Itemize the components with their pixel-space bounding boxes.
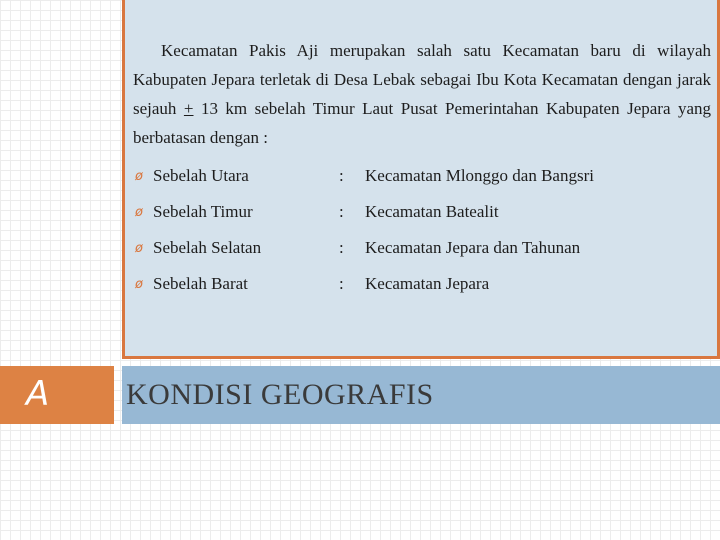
- intro-paragraph: [133, 36, 711, 152]
- border-colon: :: [339, 166, 344, 185]
- border-direction: Sebelah Utara: [153, 166, 249, 185]
- border-colon: :: [339, 274, 344, 293]
- content-panel: [122, 0, 720, 359]
- bullet-icon: ø: [135, 240, 143, 256]
- border-direction: Sebelah Selatan: [153, 238, 262, 257]
- border-value: Kecamatan Mlonggo dan Bangsri: [365, 166, 594, 185]
- border-value: Kecamatan Batealit: [365, 202, 499, 221]
- intro-text-part2: 13 km sebelah Timur Laut Pusat Pemerintahan Kabupaten Jepara yang berbatasan dengan :: [133, 99, 711, 147]
- border-direction: Sebelah Barat: [153, 274, 248, 293]
- section-letter-box: [0, 366, 114, 424]
- border-direction: Sebelah Timur: [153, 202, 253, 221]
- bullet-icon: ø: [135, 168, 143, 184]
- border-row-south: [135, 230, 705, 266]
- bullet-icon: ø: [135, 276, 143, 292]
- border-row-north: [135, 158, 705, 194]
- border-value: Kecamatan Jepara: [365, 274, 490, 293]
- border-row-west: [135, 266, 705, 302]
- border-row-east: [135, 194, 705, 230]
- borders-list: [135, 158, 705, 302]
- approx-sign: +: [183, 99, 194, 118]
- border-value: Kecamatan Jepara dan Tahunan: [365, 238, 581, 257]
- intro-text-part1: Kecamatan Pakis Aji merupakan salah satu Kecamatan baru di wilayah Kabupaten Jepara terletak di Desa Lebak sebagai Ibu Kota Kecamatan dengan jarak sejauh: [133, 41, 711, 118]
- section-title: KONDISI GEOGRAFIS: [126, 378, 434, 411]
- section-title-bar: [122, 366, 720, 424]
- bullet-icon: ø: [135, 204, 143, 220]
- border-colon: :: [339, 202, 344, 221]
- section-letter: A: [26, 374, 50, 414]
- border-colon: :: [339, 238, 344, 257]
